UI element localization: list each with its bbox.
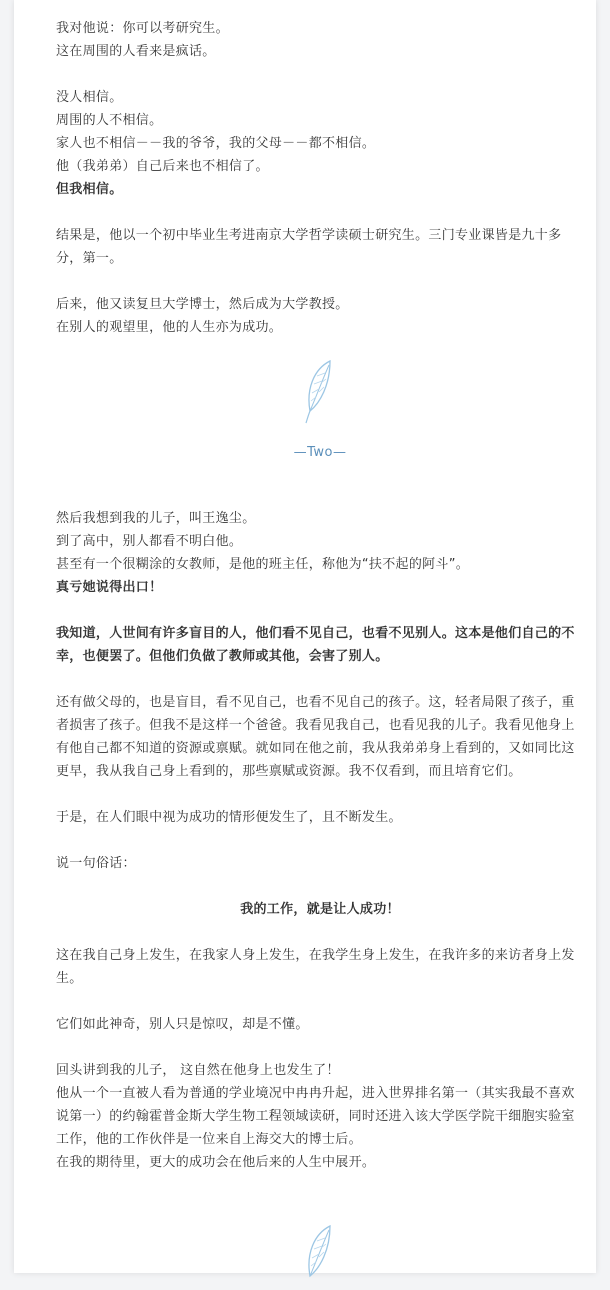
highlight-saying: 我的工作，就是让人成功！	[240, 902, 400, 917]
paragraph: 我对他说：你可以考研究生。	[56, 21, 229, 36]
article-body	[56, 17, 584, 1284]
paragraph: 回头讲到我的儿子， 这自然在他身上也发生了！	[56, 1063, 340, 1078]
paragraph: 家人也不相信－－我的爷爷，我的父母－－都不相信。	[56, 136, 376, 151]
paragraph: 到了高中，别人都看不明白他。	[56, 534, 243, 549]
paragraph: 他（我弟弟）自己后来也不相信了。	[56, 159, 269, 174]
bold-paragraph: 真亏她说得出口！	[56, 580, 163, 595]
paragraph: 于是，在人们眼中视为成功的情形便发生了，且不断发生。	[56, 810, 402, 825]
paragraph: 然后我想到我的儿子，叫王逸尘。	[56, 511, 256, 526]
paragraph: 在我的期待里，更大的成功会在他后来的人生中展开。	[56, 1155, 376, 1170]
paragraph: 这在周围的人看来是疯话。	[56, 44, 216, 59]
paragraph: 周围的人不相信。	[56, 113, 163, 128]
paragraph: 它们如此神奇，别人只是惊叹，却是不懂。	[56, 1017, 309, 1032]
paragraph: 结果是，他以一个初中毕业生考进南京大学哲学读硕士研究生。三门专业课皆是九十多分，第一。	[56, 228, 562, 266]
paragraph: 这在我自己身上发生，在我家人身上发生，在我学生身上发生，在我许多的来访者身上发生。	[56, 948, 575, 986]
section-divider	[56, 339, 584, 479]
paragraph: 他从一个一直被人看为普通的学业境况中冉冉升起，进入世界排名第一（其实我最不喜欢说第一）的约翰霍普金斯大学生物工程领域读研，同时还进入该大学医学院干细胞实验室工作，他的工作伙伴是一位来自上海交大的博士后。	[56, 1086, 575, 1147]
feather-icon	[300, 359, 340, 425]
paragraph: 后来，他又读复旦大学博士，然后成为大学教授。	[56, 297, 349, 312]
paragraph: 没人相信。	[56, 90, 123, 105]
paragraph: 还有做父母的，也是盲目，看不见自己，也看不见自己的孩子。这，轻者局限了孩子，重者损害了孩子。但我不是这样一个爸爸。我看见我自己，也看见我的儿子。我看见他身上有他自己都不知道的资源或禀赋。就如同在他之前，我从我弟弟身上看到的，又如同比这更早，我从我自己身上看到的，那些禀赋或资源。我不仅看到，而且培育它们。	[56, 695, 575, 779]
divider-title: —Two—	[293, 445, 347, 460]
feather-icon	[300, 1224, 340, 1290]
article-card	[14, 0, 596, 1273]
bold-paragraph: 但我相信。	[56, 182, 123, 197]
paragraph: 说一句俗话：	[56, 856, 136, 871]
paragraph: 甚至有一个很糊涂的女教师，是他的班主任，称他为“扶不起的阿斗”。	[56, 557, 470, 572]
paragraph: 在别人的观望里，他的人生亦为成功。	[56, 320, 283, 335]
bold-paragraph: 我知道，人世间有许多盲目的人，他们看不见自己，也看不见别人。这本是他们自己的不幸，也便罢了。但他们负做了教师或其他，会害了别人。	[56, 626, 575, 664]
bottom-divider	[56, 1174, 584, 1284]
